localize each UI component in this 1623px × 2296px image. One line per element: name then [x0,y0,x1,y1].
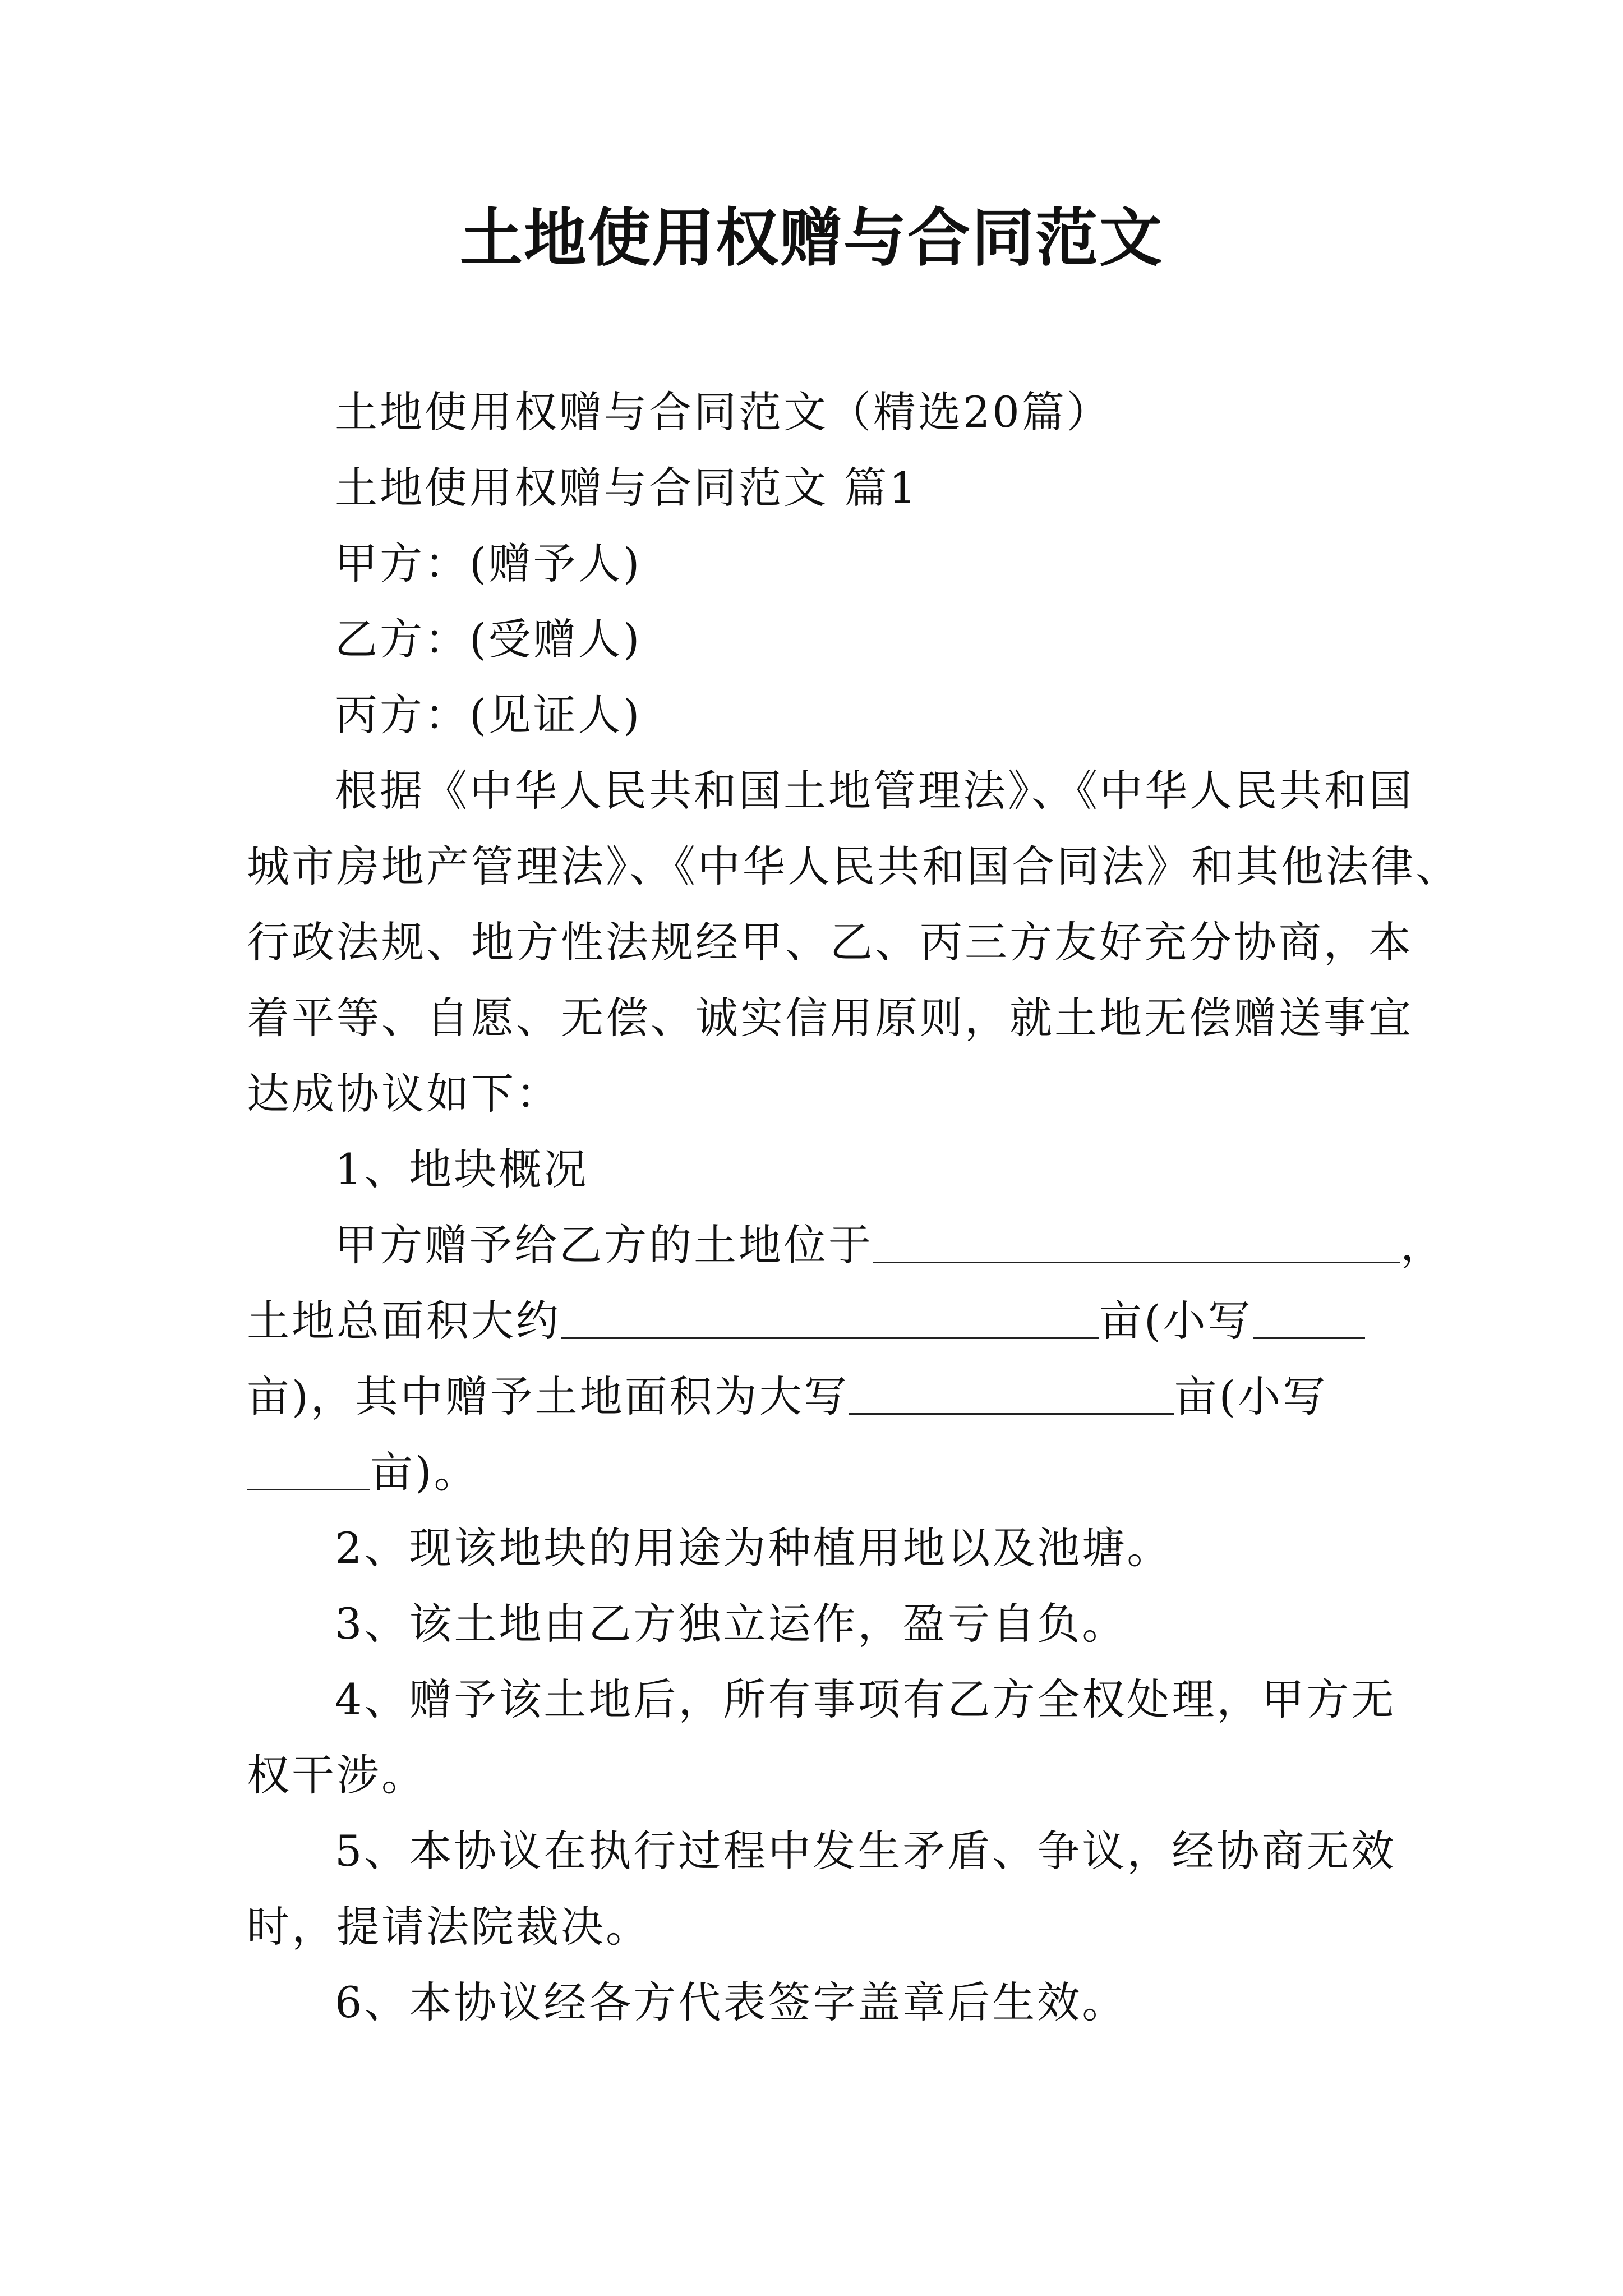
clause-2: 2、现该地块的用途为种植用地以及池塘。 [335,1523,1172,1573]
document-title: 土地使用权赠与合同范文 [460,201,1163,275]
clause-1-text: 甲方赠予给乙方的土地位于 [335,1220,873,1270]
clause-1-line [247,1290,1365,1352]
intro-line: 着平等、自愿、无偿、诚实信用原则，就土地无偿赠送事宜 [247,993,1413,1043]
intro-line: 根据《中华人民共和国土地管理法》、《中华人民共和国 [335,766,1414,816]
intro-line: 行政法规、地方性法规经甲、乙、丙三方友好充分协商，本 [247,917,1413,967]
intro-line: 城市房地产管理法》、《中华人民共和国合同法》和其他法律、 [247,841,1460,891]
clause-1-text: ， [1400,1220,1445,1270]
total-area-blank [561,1298,1099,1339]
clause-1-text: 亩)。 [370,1447,479,1497]
clause-4-line: 4、赠予该土地后，所有事项有乙方全权处理，甲方无 [335,1674,1396,1724]
clause-1-text: 亩(小写 [1174,1372,1328,1421]
clause-3: 3、该土地由乙方独立运作，盈亏自负。 [335,1599,1127,1649]
clause-1-line [247,1366,1327,1428]
clause-5-line: 5、本协议在执行过程中发生矛盾、争议，经协商无效 [335,1826,1396,1876]
section-heading: 土地使用权赠与合同范文 篇1 [335,463,919,513]
location-blank [873,1222,1400,1263]
clause-6: 6、本协议经各方代表签字盖章后生效。 [335,1977,1127,2027]
party-b: 乙方：(受赠人) [335,614,642,664]
clause-1-text: 亩(小写 [1099,1296,1253,1346]
clause-1-text: 亩)，其中赠予土地面积为大写 [247,1372,849,1421]
clause-1-line [335,1214,1445,1276]
party-a: 甲方：(赠予人) [335,539,642,588]
clause-5-line: 时，提请法院裁决。 [247,1902,651,1952]
party-c: 丙方：(见证人) [335,690,642,740]
gift-area-blank [849,1374,1174,1415]
gift-area-small-blank [247,1450,370,1490]
document-subtitle: 土地使用权赠与合同范文（精选20篇） [335,387,1112,437]
clause-1-line [247,1442,479,1503]
total-area-small-blank [1253,1298,1365,1339]
clause-4-line: 权干涉。 [247,1750,426,1800]
clause-1-text: 土地总面积大约 [247,1296,561,1346]
clause-1-heading: 1、地块概况 [335,1144,589,1194]
intro-line: 达成协议如下： [247,1069,561,1119]
